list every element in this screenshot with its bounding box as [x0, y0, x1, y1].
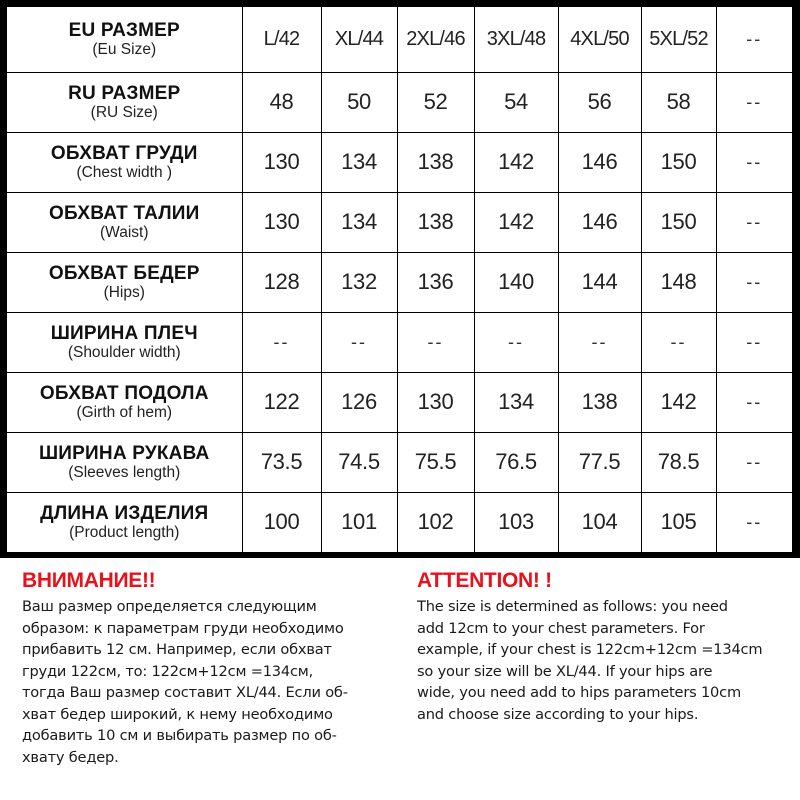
table-row	[7, 72, 792, 132]
row-label: ДЛИНА ИЗДЕЛИЯ	[40, 502, 209, 524]
cell-value: 50	[347, 89, 371, 114]
notice-line: хвату бедер.	[22, 748, 119, 766]
cell-value: 142	[660, 389, 697, 414]
cell-value: --	[670, 331, 687, 352]
value-cell	[716, 192, 792, 252]
value-cell	[242, 432, 321, 492]
cell-value: --	[273, 331, 290, 352]
value-cell	[641, 492, 716, 552]
table-row	[7, 312, 792, 372]
notice-english-body	[417, 596, 800, 725]
value-cell	[558, 72, 641, 132]
notice-russian-body	[22, 596, 412, 768]
cell-value: 132	[341, 269, 377, 294]
notice-line: example, if your chest is 122cm+12cm =134cm	[417, 641, 763, 658]
cell-value: 3XL/48	[486, 27, 546, 50]
cell-value: XL/44	[334, 27, 384, 50]
row-sublabel: (Hips)	[103, 283, 145, 301]
value-cell	[716, 492, 792, 552]
cell-value: 128	[263, 269, 300, 294]
value-cell	[716, 72, 792, 132]
row-sublabel: (Chest width )	[76, 163, 173, 181]
row-label: EU РАЗМЕР	[68, 19, 180, 41]
value-cell	[321, 372, 397, 432]
cell-value: 101	[341, 509, 377, 535]
notice-line: прибавить 12 см. Например, если обхват	[22, 641, 332, 658]
cell-value: 56	[587, 89, 612, 114]
table-row	[7, 7, 792, 72]
cell-value: 140	[498, 269, 534, 294]
cell-value: 58	[666, 89, 691, 114]
value-cell	[397, 132, 474, 192]
table-row	[7, 492, 792, 552]
cell-value: 130	[263, 149, 300, 174]
notice-english	[417, 568, 800, 725]
value-cell	[397, 312, 474, 372]
cell-value: 148	[660, 269, 697, 294]
notice-line: wide, you need add to hips parameters 10cm	[417, 684, 741, 701]
cell-value: --	[746, 211, 763, 232]
value-cell	[641, 7, 716, 72]
row-label: ШИРИНА ПЛЕЧ	[50, 322, 198, 344]
value-cell	[474, 432, 558, 492]
row-sublabel: (Girth of hem)	[76, 403, 173, 421]
value-cell	[716, 312, 792, 372]
cell-value: --	[746, 91, 763, 112]
value-cell	[716, 432, 792, 492]
cell-value: 5XL/52	[649, 27, 708, 50]
cell-value: 136	[417, 269, 454, 294]
value-cell	[397, 492, 474, 552]
value-cell	[474, 372, 558, 432]
value-cell	[321, 132, 397, 192]
row-label-cell	[7, 312, 242, 372]
value-cell	[641, 132, 716, 192]
value-cell	[558, 312, 641, 372]
value-cell	[474, 492, 558, 552]
value-cell	[397, 72, 474, 132]
cell-value: 77.5	[578, 449, 621, 474]
value-cell	[558, 492, 641, 552]
row-label-cell	[7, 7, 242, 72]
cell-value: 146	[581, 209, 618, 234]
cell-value: 144	[581, 269, 618, 294]
value-cell	[558, 7, 641, 72]
value-cell	[558, 372, 641, 432]
cell-value: 134	[498, 389, 534, 414]
value-cell	[716, 132, 792, 192]
row-label-cell	[7, 252, 242, 312]
notice-line: добавить 10 см и выбирать размер по об-	[22, 727, 337, 744]
cell-value: 138	[581, 389, 618, 414]
row-sublabel: (Waist)	[100, 223, 149, 241]
cell-value: 134	[341, 149, 377, 174]
value-cell	[321, 192, 397, 252]
table-row	[7, 132, 792, 192]
row-label: ОБХВАТ ТАЛИИ	[49, 202, 200, 224]
value-cell	[242, 252, 321, 312]
value-cell	[321, 72, 397, 132]
cell-value: 122	[263, 389, 300, 414]
value-cell	[474, 252, 558, 312]
row-sublabel: (Shoulder width)	[67, 343, 181, 361]
value-cell	[558, 432, 641, 492]
value-cell	[242, 312, 321, 372]
cell-value: --	[351, 331, 367, 352]
notice-line: образом: к параметрам груди необходимо	[22, 619, 344, 637]
value-cell	[558, 192, 641, 252]
value-cell	[321, 432, 397, 492]
table-row	[7, 432, 792, 492]
value-cell	[321, 7, 397, 72]
cell-value: 130	[263, 209, 300, 234]
row-label: ОБХВАТ БЕДЕР	[48, 262, 200, 284]
value-cell	[641, 192, 716, 252]
cell-value: 138	[417, 209, 454, 234]
notice-line: add 12cm to your chest parameters. For	[417, 619, 705, 637]
value-cell	[242, 372, 321, 432]
cell-value: 142	[498, 209, 534, 234]
notice-english-title: ATTENTION! !	[417, 569, 552, 592]
cell-value: 104	[581, 509, 618, 535]
row-sublabel: (Product length)	[69, 523, 180, 541]
row-label: ОБХВАТ ГРУДИ	[50, 142, 198, 164]
value-cell	[474, 7, 558, 72]
value-cell	[397, 252, 474, 312]
value-cell	[321, 252, 397, 312]
cell-value: 75.5	[414, 449, 457, 474]
value-cell	[641, 72, 716, 132]
value-cell	[242, 72, 321, 132]
row-sublabel: (Eu Size)	[92, 40, 157, 58]
row-label-cell	[7, 132, 242, 192]
cell-value: --	[591, 331, 608, 352]
cell-value: --	[427, 331, 444, 352]
cell-value: 100	[263, 509, 300, 535]
row-label-cell	[7, 192, 242, 252]
row-label-cell	[7, 432, 242, 492]
value-cell	[558, 132, 641, 192]
notice-line: and choose size according to your hips.	[417, 705, 699, 723]
value-cell	[716, 7, 792, 72]
row-label-cell	[7, 492, 242, 552]
value-cell	[242, 132, 321, 192]
notice-line: груди 122см, то: 122см+12см =134см,	[22, 662, 314, 680]
cell-value: 150	[660, 149, 697, 174]
notice-line: so your size will be XL/44. If your hips are	[417, 662, 713, 680]
cell-value: --	[746, 331, 763, 352]
cell-value: --	[746, 451, 763, 472]
row-label-cell	[7, 72, 242, 132]
cell-value: 4XL/50	[570, 27, 629, 50]
value-cell	[641, 312, 716, 372]
cell-value: --	[508, 331, 524, 352]
value-cell	[242, 192, 321, 252]
cell-value: 134	[341, 209, 377, 234]
cell-value: 2XL/46	[406, 27, 465, 50]
notice-russian-title: ВНИМАНИЕ!!	[22, 569, 156, 592]
cell-value: 150	[660, 209, 697, 234]
value-cell	[321, 312, 397, 372]
cell-value: --	[746, 28, 763, 49]
row-label: RU РАЗМЕР	[68, 82, 181, 104]
row-label: ОБХВАТ ПОДОЛА	[39, 382, 209, 404]
cell-value: 52	[423, 89, 448, 114]
row-sublabel: (Sleeves length)	[68, 463, 181, 481]
cell-value: 105	[660, 509, 697, 535]
value-cell	[321, 492, 397, 552]
row-label-cell	[7, 372, 242, 432]
table-row	[7, 372, 792, 432]
value-cell	[474, 132, 558, 192]
cell-value: 76.5	[495, 449, 537, 474]
cell-value: --	[746, 151, 763, 172]
value-cell	[641, 372, 716, 432]
cell-value: 102	[417, 509, 454, 535]
value-cell	[397, 432, 474, 492]
value-cell	[558, 252, 641, 312]
size-chart-table	[7, 7, 792, 552]
row-sublabel: (RU Size)	[90, 103, 158, 121]
cell-value: 126	[341, 389, 377, 414]
value-cell	[474, 192, 558, 252]
value-cell	[474, 72, 558, 132]
notice-line: The size is determined as follows: you need	[417, 598, 728, 615]
cell-value: L/42	[263, 27, 300, 50]
value-cell	[641, 432, 716, 492]
cell-value: --	[746, 511, 763, 532]
value-cell	[397, 192, 474, 252]
value-cell	[716, 252, 792, 312]
value-cell	[474, 312, 558, 372]
value-cell	[242, 492, 321, 552]
value-cell	[716, 372, 792, 432]
cell-value: 142	[498, 149, 534, 174]
value-cell	[242, 7, 321, 72]
row-label: ШИРИНА РУКАВА	[39, 442, 210, 464]
cell-value: 130	[417, 389, 454, 414]
cell-value: 74.5	[338, 449, 380, 474]
cell-value: 54	[504, 89, 528, 114]
cell-value: 78.5	[657, 449, 700, 474]
cell-value: --	[746, 391, 763, 412]
table-row	[7, 192, 792, 252]
cell-value: 48	[269, 89, 294, 114]
notice-russian	[22, 568, 412, 768]
table-row	[7, 252, 792, 312]
cell-value: 146	[581, 149, 618, 174]
cell-value: --	[746, 271, 763, 292]
notice-line: хват бедер широкий, к нему необходимо	[22, 705, 333, 723]
value-cell	[397, 7, 474, 72]
cell-value: 138	[417, 149, 454, 174]
cell-value: 103	[498, 509, 534, 535]
value-cell	[641, 252, 716, 312]
cell-value: 73.5	[260, 449, 303, 474]
notice-line: Ваш размер определяется следующим	[22, 598, 317, 615]
notice-line: тогда Ваш размер составит XL/44. Если об-	[22, 684, 348, 701]
value-cell	[397, 372, 474, 432]
